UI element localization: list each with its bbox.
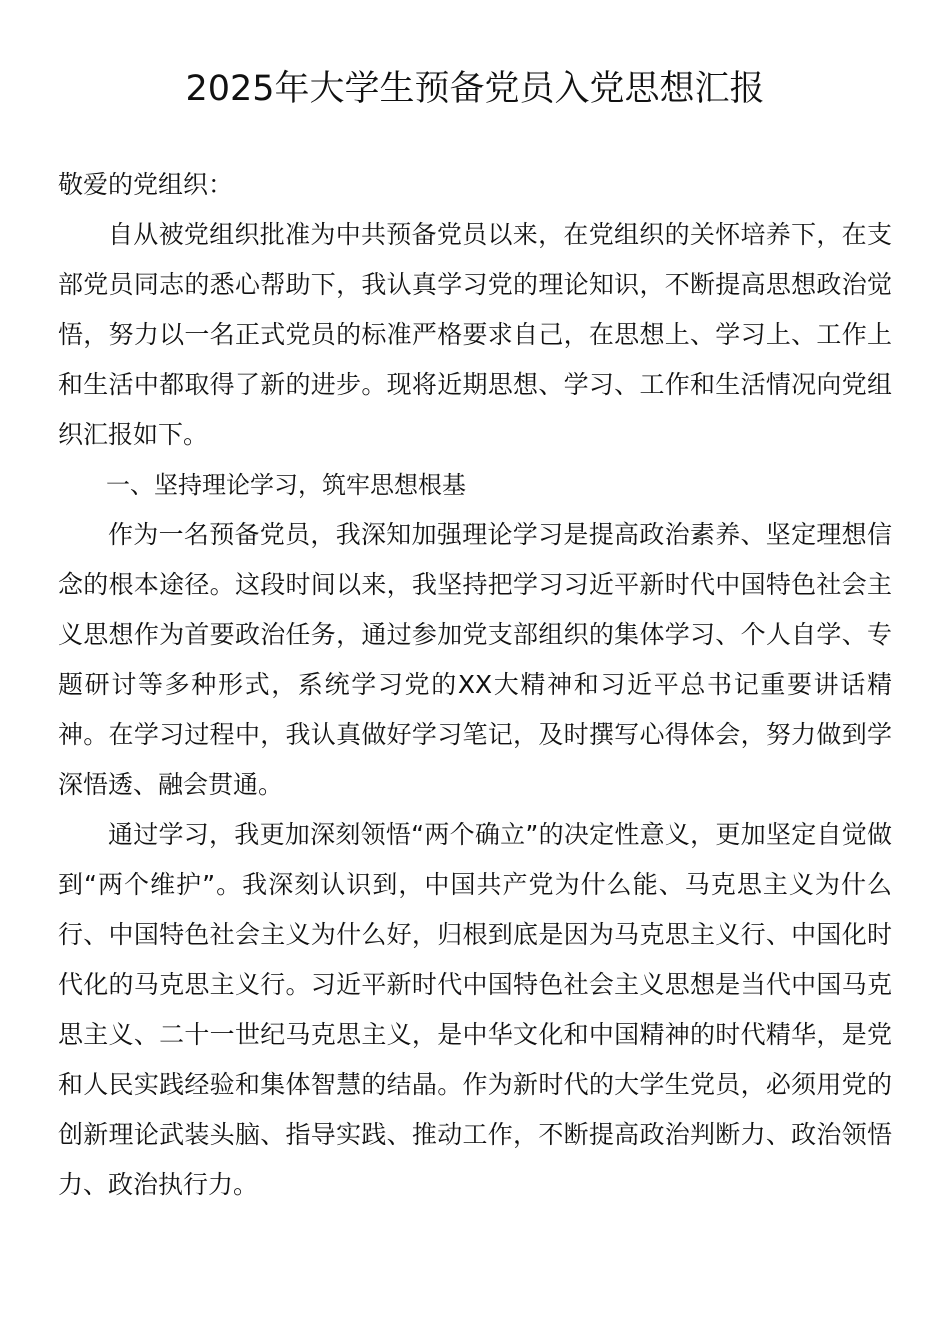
paragraph-understanding: 通过学习，我更加深刻领悟“两个确立”的决定性意义，更加坚定自觉做到“两个维护”。我深刻认识到，中国共产党为什么能、马克思主义为什么行、中国特色社会主义为什么好，归根到底是因为马克思主义行、中国化时代化的马克思主义行。习近平新时代中国特色社会主义思想是当代中国马克思主义、二十一世纪马克思主义，是中华文化和中国精神的时代精华，是党和人民实践经验和集体智慧的结晶。作为新时代的大学生党员，必须用党的创新理论武装头脑、指导实践、推动工作，不断提高政治判断力、政治领悟力、政治执行力。: [58, 820, 892, 1199]
paragraph-theory-study: 作为一名预备党员，我深知加强理论学习是提高政治素养、坚定理想信念的根本途径。这段时间以来，我坚持把学习习近平新时代中国特色社会主义思想作为首要政治任务，通过参加党支部组织的集体学习、个人自学、专题研讨等多种形式，系统学习党的XX大精神和习近平总书记重要讲话精神。在学习过程中，我认真做好学习笔记，及时撰写心得体会，努力做到学深悟透、融会贯通。: [58, 520, 892, 799]
salutation: 敬爱的党组织：: [58, 170, 234, 199]
paragraph-intro: 自从被党组织批准为中共预备党员以来，在党组织的关怀培养下，在支部党员同志的悉心帮助下，我认真学习党的理论知识，不断提高思想政治觉悟，努力以一名正式党员的标准严格要求自己，在思想上、学习上、工作上和生活中都取得了新的进步。现将近期思想、学习、工作和生活情况向党组织汇报如下。: [58, 220, 892, 449]
document-title: 2025年大学生预备党员入党思想汇报: [185, 69, 765, 109]
section-heading: 一、坚持理论学习，筑牢思想根基: [106, 471, 466, 499]
